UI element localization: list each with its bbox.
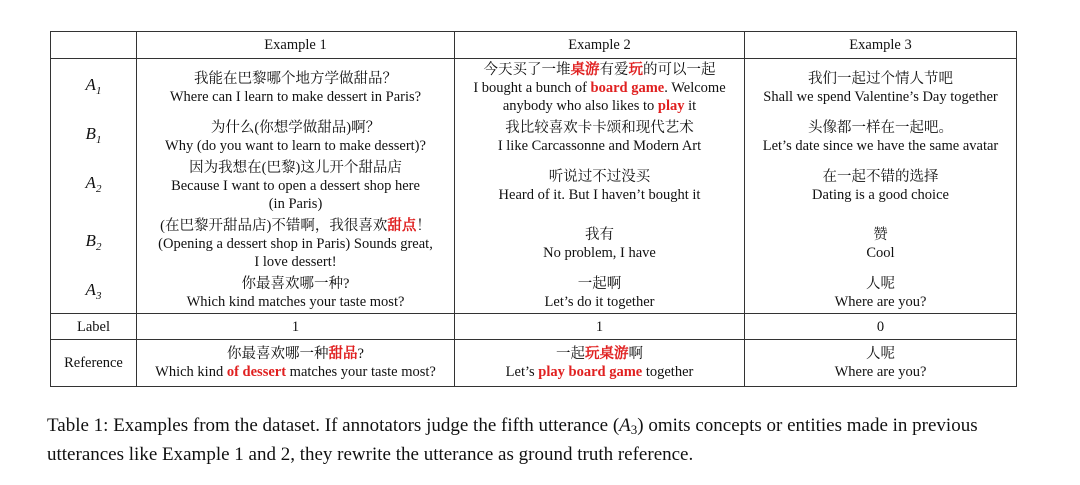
utterance-en: Dating is a good choice <box>812 187 949 203</box>
cell-a1-ex2 <box>455 59 745 118</box>
cell-a2-ex1 <box>137 157 455 215</box>
cell-a3-ex1 <box>137 273 455 314</box>
utterance-en-line2: anybody who also likes to play it <box>502 98 697 114</box>
row-b2 <box>51 215 1017 273</box>
cell-b2-ex2 <box>455 215 745 273</box>
reference-zh: 你最喜欢哪一种甜品? <box>227 346 364 362</box>
header-row <box>51 32 1017 59</box>
header-example-1: Example 1 <box>137 32 455 59</box>
cell-b1-ex2 <box>455 117 745 157</box>
cell-a1-ex1 <box>137 59 455 118</box>
utterance-en: Where are you? <box>834 294 927 310</box>
highlight-entity: of dessert <box>226 364 287 380</box>
utterance-zh: 为什么(你想学做甜品)啊？ <box>210 120 381 136</box>
utterance-zh: 头像都一样在一起吧。 <box>808 120 953 136</box>
cell-a1-ex3 <box>745 59 1017 118</box>
header-empty-cell <box>51 32 137 59</box>
header-example-3: Example 3 <box>745 32 1017 59</box>
utterance-zh: 我们一起过个情人节吧 <box>808 71 953 87</box>
utterance-zh: 听说过不过没买 <box>548 169 651 185</box>
row-label-a1: $A_1$ <box>51 59 137 118</box>
label-value-ex2: 1 <box>455 314 745 340</box>
cell-b1-ex3 <box>745 117 1017 157</box>
cell-a3-ex2 <box>455 273 745 314</box>
utterance-en: Let’s do it together <box>544 294 655 310</box>
highlight-entity: play board game <box>538 364 643 380</box>
cell-reference-ex3 <box>745 340 1017 387</box>
cell-b2-ex1 <box>137 215 455 273</box>
utterance-en: Which kind matches your taste most? <box>186 294 405 310</box>
cell-a2-ex3 <box>745 157 1017 215</box>
utterance-zh: 我比较喜欢卡卡颂和现代艺术 <box>505 120 694 136</box>
header-example-2: Example 2 <box>455 32 745 59</box>
utterance-en: Shall we spend Valentine’s Day together <box>763 89 998 105</box>
row-b1 <box>51 117 1017 157</box>
row-reference <box>51 340 1017 387</box>
row-a2 <box>51 157 1017 215</box>
reference-zh: 人呢 <box>866 346 895 362</box>
utterance-en-line1: Because I want to open a dessert shop here <box>171 178 420 194</box>
row-a1 <box>51 59 1017 118</box>
row-label <box>51 314 1017 340</box>
utterance-en-line2: (in Paris) <box>268 196 323 212</box>
utterance-en: No problem, I have <box>543 245 656 261</box>
table-caption: Table 1: Examples from the dataset. If annotators judge the fifth utterance $(A_3)$ omits concepts or entities made in previous utterances like Example 1 and 2, they rewrite the utterance as ground truth reference. <box>47 415 978 465</box>
utterance-en: Cool <box>866 245 895 261</box>
cell-reference-ex2 <box>455 340 745 387</box>
highlight-entity: 桌游 <box>570 62 600 78</box>
examples-table <box>50 31 1017 387</box>
utterance-en: Let’s date since we have the same avatar <box>762 138 999 154</box>
utterance-en-line2: I love dessert! <box>254 254 337 270</box>
highlight-entity: board game <box>590 80 665 96</box>
highlight-entity: 甜点 <box>387 218 417 234</box>
cell-b1-ex1 <box>137 117 455 157</box>
utterance-zh: 你最喜欢哪一种? <box>241 276 350 292</box>
reference-en: Where are you? <box>834 364 927 380</box>
highlight-entity: 玩 <box>628 62 643 78</box>
utterance-zh: 我有 <box>585 227 614 243</box>
cell-a3-ex3 <box>745 273 1017 314</box>
caption-variable: A <box>619 415 631 436</box>
row-label-b1: $B_1$ <box>51 117 137 157</box>
utterance-en-line1: (Opening a dessert shop in Paris) Sounds great, <box>158 236 433 252</box>
utterance-zh: 我能在巴黎哪个地方学做甜品？ <box>194 71 397 87</box>
utterance-zh: (在巴黎开甜品店)不错啊，我很喜欢甜点！ <box>160 218 431 234</box>
utterance-en: Where can I learn to make dessert in Paris? <box>169 89 422 105</box>
row-label-a3: $A_3$ <box>51 273 137 314</box>
row-label-a2: $A_2$ <box>51 157 137 215</box>
utterance-zh: 因为我想在(巴黎)这儿开个甜品店 <box>189 160 402 176</box>
utterance-zh: 今天买了一堆桌游有爱玩的可以一起 <box>483 62 716 78</box>
reference-en: Which kind of dessert matches your taste most? <box>155 364 436 380</box>
highlight-entity: 甜品 <box>328 346 358 362</box>
label-value-ex3: 0 <box>745 314 1017 340</box>
reference-zh: 一起玩桌游啊 <box>556 346 643 362</box>
utterance-en: Heard of it. But I haven’t bought it <box>498 187 701 203</box>
row-label-reference: Reference <box>51 340 137 387</box>
utterance-en: I like Carcassonne and Modern Art <box>497 138 702 154</box>
utterance-zh: 赞 <box>873 227 888 243</box>
utterance-zh: 一起啊 <box>577 276 622 292</box>
label-value-ex1: 1 <box>137 314 455 340</box>
highlight-entity: 玩桌游 <box>585 346 629 362</box>
utterance-en-line1: I bought a bunch of board game. Welcome <box>473 80 726 96</box>
utterance-zh: 在一起不错的选择 <box>822 169 939 185</box>
cell-b2-ex3 <box>745 215 1017 273</box>
cell-a2-ex2 <box>455 157 745 215</box>
highlight-entity: play <box>657 98 685 114</box>
utterance-zh: 人呢 <box>866 276 895 292</box>
row-label-label: Label <box>51 314 137 340</box>
cell-reference-ex1 <box>137 340 455 387</box>
utterance-en: Why (do you want to learn to make dessert)? <box>165 138 426 154</box>
row-label-b2: $B_2$ <box>51 215 137 273</box>
row-a3 <box>51 273 1017 314</box>
reference-en: Let’s play board game together <box>505 364 694 380</box>
